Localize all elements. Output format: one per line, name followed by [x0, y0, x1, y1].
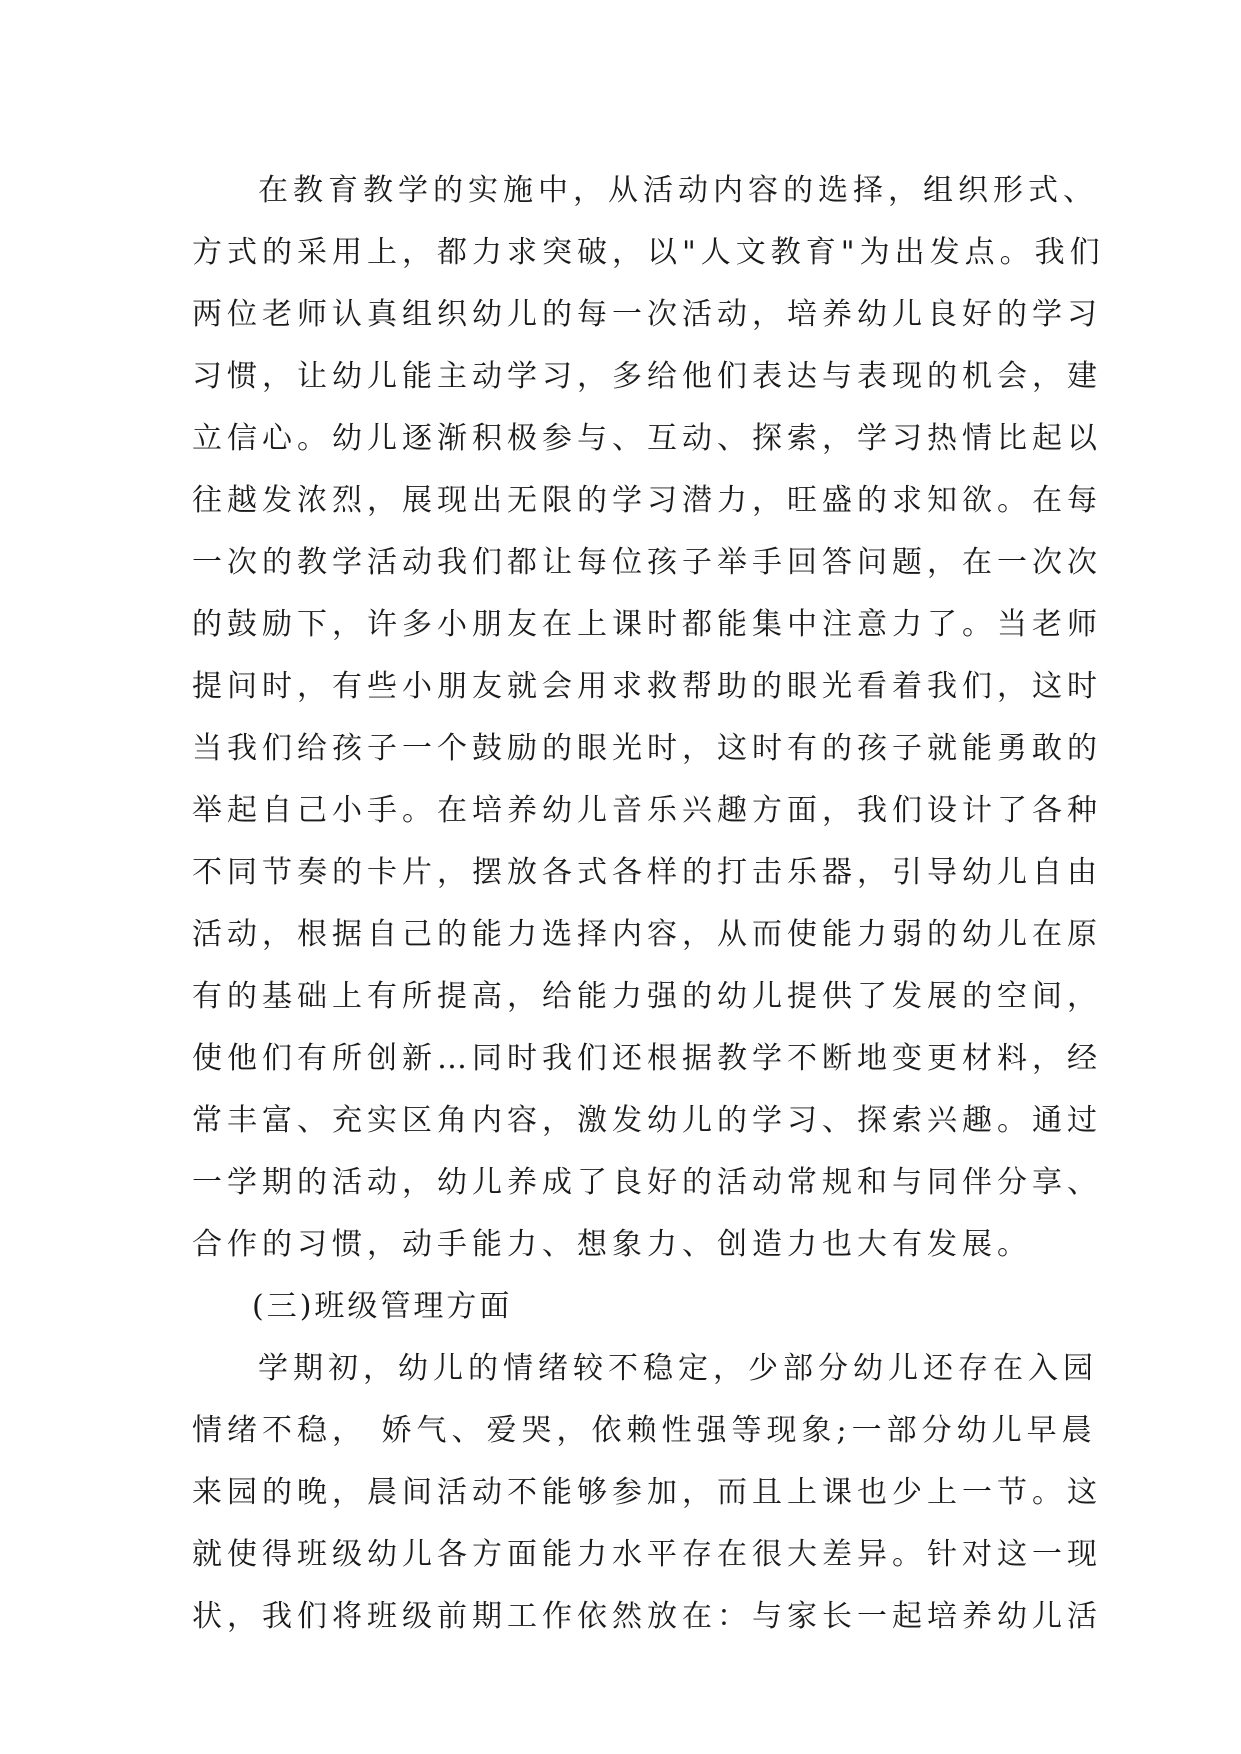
- text-line: 就使得班级幼儿各方面能力水平存在很大差异。针对这一现: [192, 1537, 1102, 1572]
- text-line: 立信心。幼儿逐渐积极参与、互动、探索，学习热情比起以: [192, 421, 1102, 456]
- document-page: [192, 160, 1105, 1648]
- text-line: 习惯，让幼儿能主动学习，多给他们表达与表现的机会，建: [192, 359, 1102, 394]
- text-line: 方式的采用上，都力求突破，以"人文教育"为出发点。我们: [192, 235, 1105, 270]
- text-line: 一次的教学活动我们都让每位孩子举手回答问题，在一次次: [192, 545, 1102, 580]
- text-line: 一学期的活动，幼儿养成了良好的活动常规和与同伴分享、: [192, 1165, 1102, 1200]
- text-line: 提问时，有些小朋友就会用求救帮助的眼光看着我们，这时: [192, 669, 1102, 704]
- text-line: 的鼓励下，许多小朋友在上课时都能集中注意力了。当老师: [192, 607, 1102, 642]
- text-line: 活动，根据自己的能力选择内容，从而使能力弱的幼儿在原: [192, 917, 1102, 952]
- section-heading: (三)班级管理方面: [252, 1289, 513, 1324]
- paragraph-class-management: [192, 1338, 1102, 1648]
- text-line: 情绪不稳， 娇气、爱哭，依赖性强等现象;一部分幼儿早晨: [192, 1413, 1097, 1448]
- text-line: 当我们给孩子一个鼓励的眼光时，这时有的孩子就能勇敢的: [192, 731, 1102, 766]
- text-line: 合作的习惯，动手能力、想象力、创造力也大有发展。: [192, 1227, 1032, 1262]
- text-line: 有的基础上有所提高，给能力强的幼儿提供了发展的空间，: [192, 979, 1102, 1014]
- text-line: 状，我们将班级前期工作依然放在：与家长一起培养幼儿活: [192, 1599, 1102, 1634]
- paragraph-teaching: [192, 160, 1105, 1276]
- text-line: 两位老师认真组织幼儿的每一次活动，培养幼儿良好的学习: [192, 297, 1102, 332]
- text-line: 不同节奏的卡片，摆放各式各样的打击乐器，引导幼儿自由: [192, 855, 1102, 890]
- text-line: 举起自己小手。在培养幼儿音乐兴趣方面，我们设计了各种: [192, 793, 1102, 828]
- text-line: 在教育教学的实施中，从活动内容的选择，组织形式、: [258, 173, 1098, 208]
- text-line: 往越发浓烈，展现出无限的学习潜力，旺盛的求知欲。在每: [192, 483, 1102, 518]
- text-line: 来园的晚，晨间活动不能够参加，而且上课也少上一节。这: [192, 1475, 1102, 1510]
- text-line: 使他们有所创新…同时我们还根据教学不断地变更材料，经: [192, 1041, 1102, 1076]
- text-line: 学期初，幼儿的情绪较不稳定，少部分幼儿还存在入园: [258, 1351, 1098, 1386]
- text-line: 常丰富、充实区角内容，激发幼儿的学习、探索兴趣。通过: [192, 1103, 1102, 1138]
